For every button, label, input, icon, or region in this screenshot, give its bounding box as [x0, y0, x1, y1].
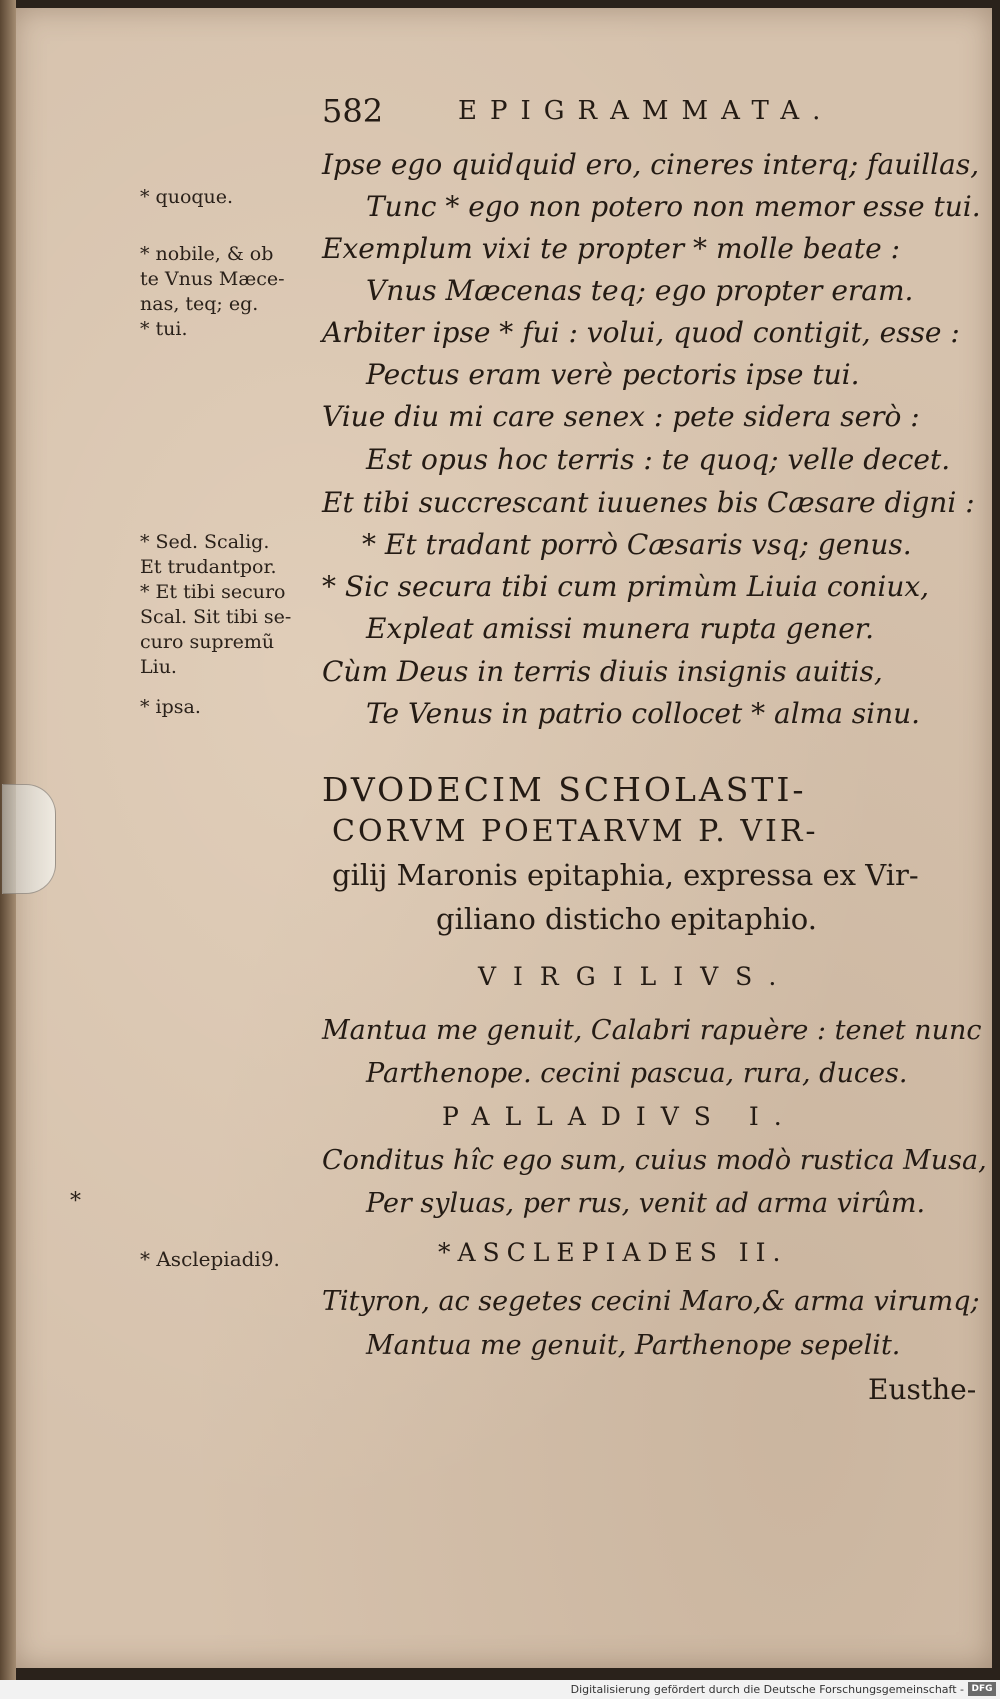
- margin-note: * tui.: [140, 318, 188, 340]
- section-heading-line: gilij Maronis epitaphia, expressa ex Vir-: [332, 858, 919, 892]
- poem-line: * Et tradant porrò Cæsaris vsq; genus.: [362, 528, 912, 561]
- epitaph-title: VIRGILIVS.: [478, 962, 794, 991]
- margin-note: * quoque.: [140, 186, 234, 208]
- margin-note: curo supremũ: [140, 631, 275, 653]
- poem-line: Cùm Deus in terris diuis insignis auitis,: [322, 655, 883, 688]
- section-heading-line: CORVM POETARVM P. VIR-: [332, 814, 819, 849]
- margin-note: * nobile, & ob: [140, 243, 274, 265]
- catchword: Eusthe-: [868, 1373, 977, 1406]
- epitaph-line: Mantua me genuit, Calabri rapuère : tenet nunc: [322, 1015, 982, 1046]
- margin-note: Scal. Sit tibi se-: [140, 606, 292, 628]
- poem-line: Est opus hoc terris : te quoq; velle decet.: [366, 443, 951, 476]
- epitaph-title: *ASCLEPIADES II.: [438, 1238, 788, 1267]
- margin-note: *: [70, 1189, 81, 1214]
- poem-line: Pectus eram verè pectoris ipse tui.: [366, 358, 860, 391]
- margin-note: * ipsa.: [140, 696, 201, 718]
- margin-note: Liu.: [140, 656, 177, 678]
- book-clip: [2, 784, 56, 894]
- epitaph-title: PALLADIVS I.: [442, 1102, 797, 1131]
- poem-line: * Sic secura tibi cum primùm Liuia coniux,: [322, 570, 930, 603]
- poem-line: Ipse ego quidquid ero, cineres interq; fauillas,: [322, 148, 980, 181]
- epitaph-line: Parthenope. cecini pascua, rura, duces.: [366, 1058, 908, 1089]
- epitaph-line: Conditus hîc ego sum, cuius modò rustica Musa,: [322, 1145, 987, 1176]
- poem-line: Exemplum vixi te propter * molle beate :: [322, 232, 901, 265]
- poem-line: Tunc * ego non potero non memor esse tui.: [366, 190, 981, 223]
- epitaph-line: Tityron, ac segetes cecini Maro,& arma virumq;: [322, 1286, 980, 1317]
- section-heading-line: giliano disticho epitaphio.: [436, 902, 817, 936]
- margin-note: * Et tibi securo: [140, 581, 286, 603]
- footer-bar: [0, 1680, 1000, 1699]
- epitaph-line: Per syluas, per rus, venit ad arma virûm.: [366, 1188, 926, 1219]
- page-number: 582: [322, 92, 384, 130]
- poem-line: Viue diu mi care senex : pete sidera serò :: [322, 400, 920, 433]
- margin-note: te Vnus Mæce-: [140, 268, 285, 290]
- footer-credit: Digitalisierung gefördert durch die Deutsche Forschungsgemeinschaft -: [570, 1683, 964, 1696]
- poem-line: Vnus Mæcenas teq; ego propter eram.: [366, 274, 914, 307]
- margin-note: nas, teq; eg.: [140, 293, 259, 315]
- poem-line: Expleat amissi munera rupta gener.: [366, 612, 874, 645]
- dfg-logo: DFG: [968, 1682, 996, 1696]
- poem-line: Arbiter ipse * fui : volui, quod contigit, esse :: [322, 316, 960, 349]
- margin-note: * Asclepiadi9.: [140, 1247, 280, 1271]
- margin-note: Et trudantpor.: [140, 556, 277, 578]
- margin-note: * Sed. Scalig.: [140, 531, 270, 553]
- running-title: EPIGRAMMATA.: [458, 96, 834, 126]
- poem-line: Te Venus in patrio collocet * alma sinu.: [366, 697, 921, 730]
- epitaph-line: Mantua me genuit, Parthenope sepelit.: [366, 1330, 901, 1361]
- poem-line: Et tibi succrescant iuuenes bis Cæsare digni :: [322, 486, 975, 519]
- section-heading-line: DVODECIM SCHOLASTI-: [322, 770, 807, 809]
